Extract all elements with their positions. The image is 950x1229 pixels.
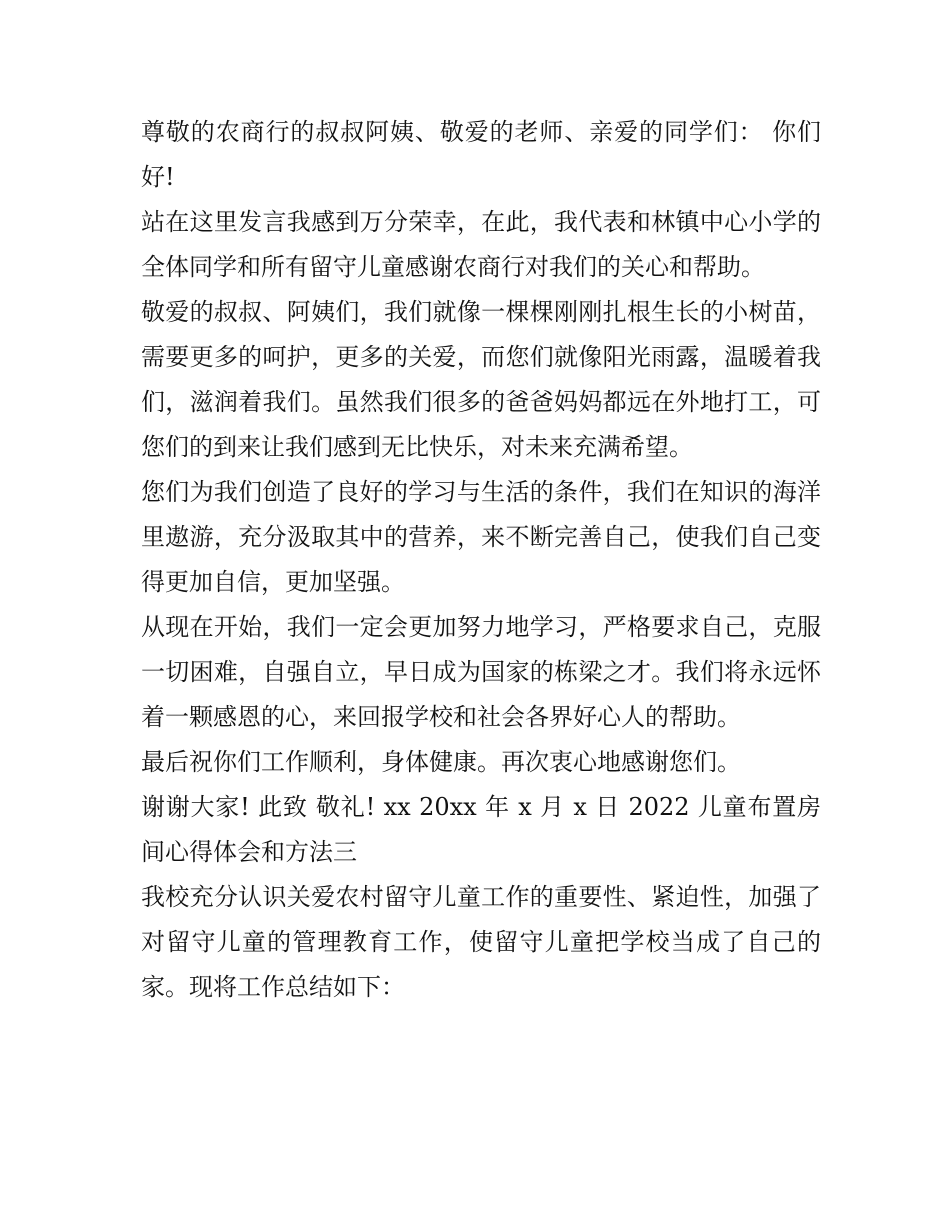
paragraph-best-wishes: 最后祝你们工作顺利，身体健康。再次衷心地感谢您们。 xyxy=(141,748,741,776)
paragraph-thanks: 站在这里发言我感到万分荣幸，在此，我代表和林镇中心小学的全体同学和所有留守儿童感谢农商行对我们的关心和帮助。 xyxy=(141,208,821,281)
paragraph-greeting: 尊敬的农商行的叔叔阿姨、敬爱的老师、亲爱的同学们： 你们好! xyxy=(141,118,821,191)
document-body xyxy=(141,110,821,1010)
paragraph-closing-and-heading: 谢谢大家! 此致 敬礼! xx 20xx 年 x 月 x 日 2022 儿童布置房间心得体会和方法三 xyxy=(141,793,821,866)
paragraph-learning-conditions: 您们为我们创造了良好的学习与生活的条件，我们在知识的海洋里遨游，充分汲取其中的营养，来不断完善自己，使我们自己变得更加自信，更加坚强。 xyxy=(141,478,821,596)
paragraph-saplings: 敬爱的叔叔、阿姨们，我们就像一棵棵刚刚扎根生长的小树苗，需要更多的呵护，更多的关爱，而您们就像阳光雨露，温暖着我们，滋润着我们。虽然我们很多的爸爸妈妈都远在外地打工，可您们的到来让我们感到无比快乐，对未来充满希望。 xyxy=(141,298,821,461)
paragraph-commitment: 从现在开始，我们一定会更加努力地学习，严格要求自己，克服一切困难，自强自立，早日成为国家的栋梁之才。我们将永远怀着一颗感恩的心，来回报学校和社会各界好心人的帮助。 xyxy=(141,613,821,731)
paragraph-work-summary-intro: 我校充分认识关爱农村留守儿童工作的重要性、紧迫性，加强了对留守儿童的管理教育工作，使留守儿童把学校当成了自己的家。现将工作总结如下： xyxy=(141,883,821,1001)
